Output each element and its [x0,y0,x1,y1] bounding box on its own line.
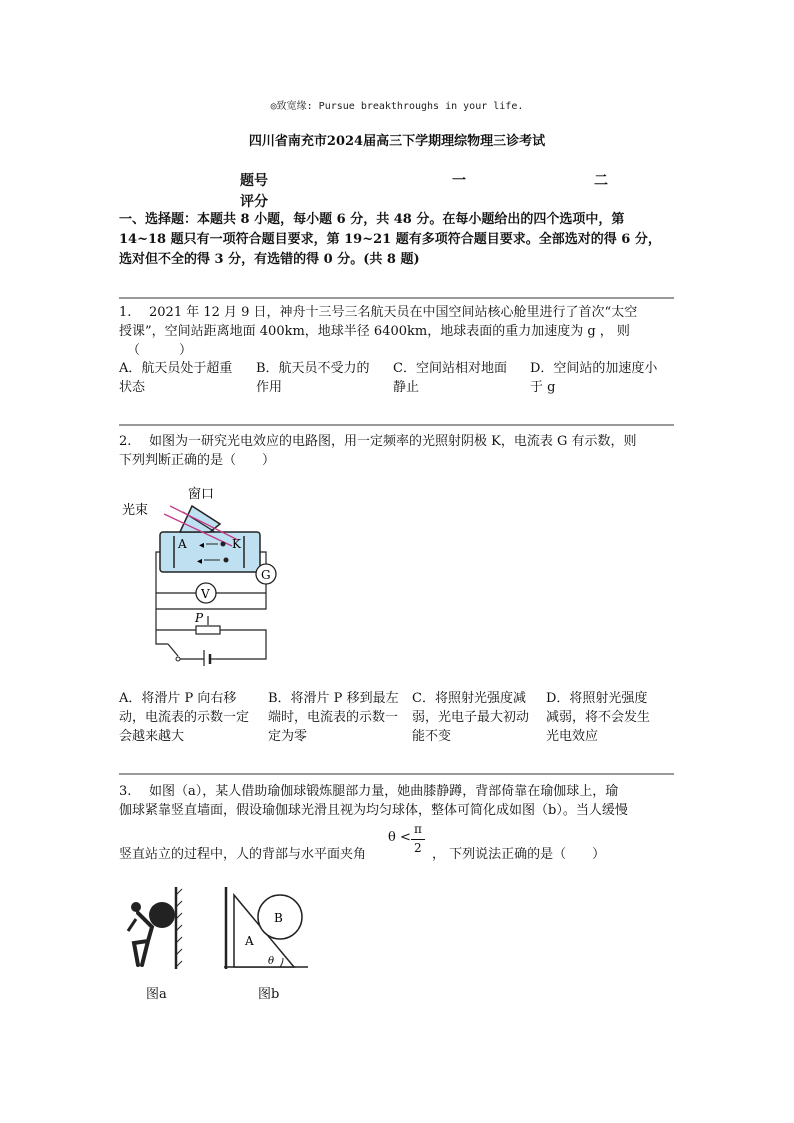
figure-b-model [220,885,310,971]
question-1-option-d[interactable] [530,359,675,397]
section-heading-line: 一、选择题：本题共 8 小题，每小题 6 分，共 48 分。在每小题给出的四个选项中，第 [119,212,625,227]
score-table-label-question: 题号 [240,173,268,189]
option-line: B．航天员不受力的 [256,361,370,376]
question-3-line: 伽球紧靠竖直墙面，假设瑜伽球光滑且视为均匀球体，整体可简化成如图（b）。当人缓慢 [119,803,628,818]
score-table-col-2: 二 [594,173,608,189]
formula-denominator: 2 [414,841,422,855]
question-1-number: 1. [119,305,132,320]
option-line: 静止 [393,380,420,395]
rheostat [196,626,220,634]
option-line: D．空间站的加速度小 [530,361,658,376]
question-2-option-d[interactable] [546,689,676,746]
cathode-label: K [232,537,241,551]
question-1-line: （ ） [127,343,193,358]
option-line: 能不变 [412,729,452,744]
option-line: B．将滑片 P 移到最左 [268,691,399,706]
question-3-number: 3. [119,784,132,799]
angle-label: θ [268,956,275,967]
question-3-line: 如图（a），某人借助瑜伽球锻炼腿部力量，她曲膝静蹲，背部倚靠在瑜伽球上，瑜 [149,784,619,799]
option-line: 光电效应 [546,729,599,744]
question-2-option-b[interactable] [268,689,416,746]
window-label: 窗口 [188,487,215,502]
option-line: 状态 [119,380,146,395]
voltmeter-label: V [201,587,210,601]
question-1-option-a[interactable] [119,359,254,397]
option-line: 动，电流表的示数一定 [119,710,250,725]
option-line: 端时，电流表的示数一 [268,710,399,725]
question-3-line-tail: ， 下列说法正确的是（ ） [432,847,606,862]
question-2-line: 下列判断正确的是（ ） [119,453,276,468]
option-line: 会越来越大 [119,729,185,744]
question-2-line: 如图为一研究光电效应的电路图，用一定频率的光照射阴极 K，电流表 G 有示数，则 [149,434,637,449]
question-2-option-a[interactable] [119,689,267,746]
ball-label: B [274,911,283,925]
section-heading [119,210,679,270]
figure-b-caption: 图b [258,987,280,1002]
score-table-col-1: 一 [452,173,466,189]
anode-label: A [178,537,187,551]
electron-arrowhead: ◂ [199,540,205,551]
switch-contact [176,657,180,661]
question-1-stem [119,303,675,360]
wire [260,552,266,564]
option-line: C．空间站相对地面 [393,361,507,376]
option-line: 减弱，将不会发生 [546,710,651,725]
header-motto: ◎致宽缘: Pursue breakthroughs in your life. [270,101,524,112]
person-body [134,913,152,965]
electron [224,558,229,563]
question-divider [119,424,674,426]
photoelectric-circuit-figure [120,484,280,666]
option-line: 定为零 [268,729,308,744]
phototube-body [160,532,260,572]
beam-label: 光束 [122,503,149,518]
question-divider [119,297,674,299]
question-2-number: 2. [119,434,132,449]
option-line: 于 g [530,380,556,395]
option-line: 作用 [256,380,283,395]
galvanometer-label: G [261,568,271,582]
question-1-option-c[interactable] [393,359,528,397]
option-line: A．将滑片 P 向右移 [119,691,237,706]
option-line: C．将照射光强度减 [412,691,526,706]
option-line: A．航天员处于超重 [119,361,233,376]
switch [168,644,178,656]
yoga-ball [149,902,175,928]
question-1-line: 2021 年 12 月 9 日，神舟十三号三名航天员在中国空间站核心舱里进行了首次“太空 [149,305,638,320]
figure-a-caption: 图a [146,987,167,1002]
option-line: D．将照射光强度 [546,691,648,706]
section-heading-line: 选对但不全的得 3 分，有选错的得 0 分。(共 8 题) [119,252,420,267]
figure-a-yoga [124,885,184,971]
question-3-stem [119,782,675,820]
question-2-option-c[interactable] [412,689,552,746]
electron-arrowhead: ◂ [197,556,203,567]
option-line: 弱，光电子最大初动 [412,710,530,725]
question-1-line: 授课”，空间站距离地面 400km，地球半径 6400km，地球表面的重力加速度为 g ， 则 [119,324,630,339]
formula-fraction-bar [411,839,425,840]
wire [216,630,266,659]
question-1-option-b[interactable] [256,359,391,397]
electron [221,542,226,547]
person-arm [128,919,136,931]
formula-theta: θ < [388,830,411,845]
question-3-line: 竖直站立的过程中，人的背部与水平面夹角 [119,847,367,862]
person-head [131,902,141,912]
score-table-label-score: 评分 [240,194,268,210]
slider-label: P [195,611,204,625]
formula-numerator: π [414,822,422,836]
block-label: A [245,934,254,948]
question-divider [119,773,674,775]
question-2-stem [119,432,675,470]
section-heading-line: 14~18 题只有一项符合题目要求，第 19~21 题有多项符合题目要求。全部选对的得 6 分， [119,232,661,247]
page-title: 四川省南充市2024届高三下学期理综物理三诊考试 [248,134,546,149]
